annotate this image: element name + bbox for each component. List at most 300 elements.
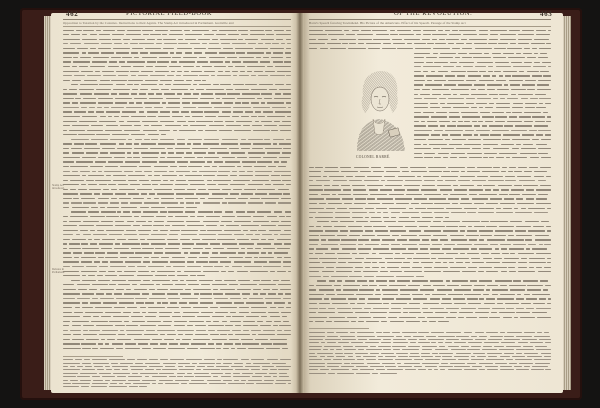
- word-mark: [100, 80, 110, 81]
- word-mark: [90, 230, 95, 231]
- word-mark: [213, 84, 219, 85]
- word-mark: [416, 276, 425, 277]
- word-mark: [486, 289, 490, 290]
- word-mark: [179, 61, 195, 62]
- word-mark: [446, 208, 462, 209]
- word-mark: [500, 332, 505, 333]
- word-mark: [467, 230, 477, 231]
- word-mark: [429, 144, 447, 145]
- word-mark: [367, 363, 381, 364]
- word-mark: [446, 339, 459, 340]
- word-mark: [127, 359, 135, 360]
- word-mark: [466, 98, 475, 99]
- word-mark: [481, 253, 488, 254]
- word-mark: [510, 84, 520, 85]
- word-mark: [309, 342, 319, 343]
- word-mark: [167, 148, 173, 149]
- word-mark: [355, 267, 363, 268]
- word-mark: [63, 57, 72, 58]
- word-mark: [390, 321, 405, 322]
- word-mark: [172, 116, 183, 117]
- word-mark: [315, 217, 333, 218]
- word-mark: [479, 194, 497, 195]
- word-mark: [528, 230, 545, 231]
- word-mark: [406, 194, 422, 195]
- word-mark: [527, 285, 543, 286]
- word-mark: [228, 66, 233, 67]
- word-mark: [387, 262, 401, 263]
- word-mark: [204, 166, 210, 167]
- word-mark: [81, 107, 87, 108]
- word-mark: [83, 316, 91, 317]
- word-mark: [187, 189, 197, 190]
- word-mark: [543, 75, 551, 76]
- word-mark: [90, 302, 101, 303]
- word-mark: [63, 359, 73, 360]
- word-mark: [485, 366, 499, 367]
- word-mark: [165, 125, 181, 126]
- word-mark: [370, 221, 382, 222]
- word-mark: [251, 330, 261, 331]
- word-mark: [261, 316, 267, 317]
- word-mark: [241, 193, 253, 194]
- word-mark: [174, 321, 187, 322]
- word-mark: [145, 80, 157, 81]
- word-mark: [177, 373, 185, 374]
- word-mark: [309, 258, 318, 259]
- word-mark: [319, 203, 326, 204]
- word-mark: [376, 369, 385, 370]
- word-mark: [170, 230, 179, 231]
- word-mark: [126, 143, 132, 144]
- word-mark: [500, 203, 515, 204]
- word-mark: [434, 130, 444, 131]
- word-mark: [341, 366, 354, 367]
- word-mark: [168, 216, 173, 217]
- word-mark: [176, 171, 190, 172]
- word-mark: [325, 253, 335, 254]
- word-mark: [513, 103, 524, 104]
- word-mark: [423, 285, 432, 286]
- word-mark: [316, 285, 332, 286]
- word-mark: [507, 48, 521, 49]
- word-mark: [249, 298, 263, 299]
- word-mark: [423, 312, 433, 313]
- word-mark: [538, 194, 548, 195]
- word-mark: [102, 148, 115, 149]
- word-mark: [275, 84, 283, 85]
- colonel-barre-portrait: [349, 67, 409, 151]
- word-mark: [194, 152, 205, 153]
- word-mark: [124, 321, 129, 322]
- word-mark: [76, 30, 82, 31]
- word-mark: [139, 111, 145, 112]
- word-mark: [376, 276, 394, 277]
- word-mark: [226, 89, 233, 90]
- word-mark: [161, 257, 169, 258]
- word-mark: [425, 84, 442, 85]
- word-mark: [385, 258, 393, 259]
- word-mark: [63, 193, 78, 194]
- word-mark: [199, 234, 216, 235]
- word-mark: [131, 248, 141, 249]
- word-mark: [309, 294, 324, 295]
- word-mark: [63, 121, 77, 122]
- word-mark: [172, 316, 180, 317]
- word-mark: [90, 66, 105, 67]
- word-mark: [383, 212, 388, 213]
- word-mark: [518, 262, 527, 263]
- word-mark: [397, 239, 407, 240]
- word-mark: [547, 303, 551, 304]
- word-mark: [343, 289, 358, 290]
- word-mark: [414, 198, 427, 199]
- word-mark: [101, 316, 111, 317]
- word-mark: [361, 30, 371, 31]
- word-mark: [194, 373, 209, 374]
- word-mark: [438, 321, 449, 322]
- word-mark: [98, 202, 108, 203]
- word-mark: [146, 330, 155, 331]
- word-mark: [328, 373, 334, 374]
- word-mark: [460, 176, 475, 177]
- word-mark: [247, 52, 264, 53]
- word-mark: [222, 216, 234, 217]
- word-mark: [93, 380, 103, 381]
- word-mark: [151, 180, 161, 181]
- word-mark: [358, 248, 371, 249]
- word-mark: [90, 216, 105, 217]
- word-mark: [183, 66, 194, 67]
- word-mark: [115, 221, 125, 222]
- word-mark: [260, 61, 270, 62]
- word-mark: [365, 217, 370, 218]
- word-mark: [548, 298, 551, 299]
- word-mark: [192, 102, 209, 103]
- word-mark: [357, 303, 365, 304]
- word-mark: [184, 376, 194, 377]
- word-mark: [198, 107, 212, 108]
- word-mark: [414, 98, 422, 99]
- word-mark: [129, 102, 134, 103]
- word-mark: [368, 203, 380, 204]
- word-mark: [256, 383, 273, 384]
- word-mark: [73, 61, 90, 62]
- word-mark: [134, 84, 138, 85]
- word-mark: [281, 312, 291, 313]
- word-mark: [119, 383, 124, 384]
- word-mark: [150, 148, 165, 149]
- word-mark: [415, 208, 426, 209]
- word-mark: [344, 30, 350, 31]
- word-mark: [90, 48, 96, 49]
- word-mark: [72, 66, 77, 67]
- word-mark: [413, 30, 422, 31]
- word-mark: [331, 248, 340, 249]
- portrait-caption: COLONEL BARRÉ.: [356, 155, 391, 159]
- word-mark: [127, 121, 140, 122]
- word-mark: [269, 230, 282, 231]
- word-mark: [119, 143, 124, 144]
- word-mark: [175, 380, 189, 381]
- word-mark: [108, 271, 115, 272]
- word-mark: [282, 348, 288, 349]
- word-mark: [375, 294, 381, 295]
- word-mark: [328, 308, 334, 309]
- word-mark: [147, 321, 161, 322]
- word-mark: [128, 193, 139, 194]
- word-mark: [202, 66, 212, 67]
- word-mark: [220, 225, 224, 226]
- word-mark: [493, 98, 498, 99]
- word-mark: [547, 208, 551, 209]
- word-mark: [412, 267, 423, 268]
- word-mark: [454, 303, 466, 304]
- word-mark: [138, 343, 148, 344]
- word-mark: [131, 134, 145, 135]
- word-mark: [452, 139, 466, 140]
- word-mark: [418, 317, 426, 318]
- word-mark: [236, 52, 245, 53]
- word-mark: [309, 39, 316, 40]
- word-mark: [434, 267, 448, 268]
- word-mark: [438, 71, 449, 72]
- word-mark: [422, 39, 430, 40]
- word-mark: [540, 71, 549, 72]
- word-mark: [159, 84, 163, 85]
- word-mark: [281, 175, 291, 176]
- word-mark: [355, 258, 364, 259]
- word-mark: [135, 252, 152, 253]
- word-mark: [128, 139, 132, 140]
- word-mark: [487, 239, 505, 240]
- word-mark: [454, 289, 471, 290]
- word-mark: [482, 125, 487, 126]
- word-mark: [202, 43, 206, 44]
- word-mark: [309, 185, 322, 186]
- word-mark: [191, 71, 202, 72]
- word-mark: [160, 359, 168, 360]
- word-mark: [257, 189, 275, 190]
- word-mark: [533, 303, 545, 304]
- word-mark: [320, 356, 326, 357]
- word-mark: [125, 161, 140, 162]
- word-mark: [170, 52, 174, 53]
- word-mark: [167, 221, 184, 222]
- word-mark: [207, 366, 215, 367]
- word-mark: [355, 198, 366, 199]
- word-mark: [309, 366, 325, 367]
- word-mark: [543, 289, 548, 290]
- word-mark: [155, 248, 163, 249]
- word-mark: [73, 334, 81, 335]
- word-mark: [325, 339, 340, 340]
- word-mark: [274, 98, 291, 99]
- word-mark: [176, 180, 186, 181]
- word-mark: [225, 121, 234, 122]
- word-mark: [63, 316, 80, 317]
- word-mark: [199, 57, 206, 58]
- word-mark: [166, 107, 181, 108]
- word-mark: [414, 130, 432, 131]
- word-mark: [150, 343, 158, 344]
- word-mark: [117, 239, 126, 240]
- word-mark: [331, 39, 337, 40]
- word-mark: [101, 339, 105, 340]
- word-mark: [140, 239, 145, 240]
- word-mark: [281, 280, 289, 281]
- word-mark: [155, 71, 169, 72]
- word-mark: [179, 302, 187, 303]
- word-mark: [120, 166, 137, 167]
- word-mark: [417, 221, 431, 222]
- word-mark: [131, 369, 143, 370]
- word-mark: [324, 359, 332, 360]
- word-mark: [495, 363, 508, 364]
- word-mark: [393, 43, 405, 44]
- word-mark: [462, 116, 480, 117]
- word-mark: [350, 332, 355, 333]
- word-mark: [71, 202, 82, 203]
- word-mark: [445, 130, 463, 131]
- word-mark: [92, 284, 107, 285]
- word-mark: [328, 239, 340, 240]
- word-mark: [545, 134, 551, 135]
- word-mark: [230, 193, 239, 194]
- word-mark: [195, 376, 210, 377]
- word-mark: [124, 130, 140, 131]
- word-mark: [512, 75, 530, 76]
- word-mark: [349, 43, 356, 44]
- word-mark: [461, 112, 478, 113]
- word-mark: [222, 202, 227, 203]
- word-mark: [142, 348, 152, 349]
- word-mark: [213, 289, 218, 290]
- word-mark: [63, 161, 74, 162]
- word-mark: [473, 289, 484, 290]
- word-mark: [234, 261, 252, 262]
- word-mark: [541, 353, 551, 354]
- word-mark: [535, 346, 547, 347]
- word-mark: [144, 139, 149, 140]
- word-mark: [261, 39, 274, 40]
- word-mark: [422, 308, 428, 309]
- word-mark: [483, 157, 487, 158]
- word-mark: [309, 346, 322, 347]
- word-mark: [319, 308, 326, 309]
- word-mark: [397, 30, 411, 31]
- word-mark: [279, 216, 284, 217]
- word-mark: [160, 184, 173, 185]
- word-mark: [499, 312, 514, 313]
- word-mark: [97, 275, 103, 276]
- word-mark: [141, 71, 153, 72]
- word-mark: [437, 180, 443, 181]
- word-mark: [284, 257, 291, 258]
- word-mark: [184, 71, 189, 72]
- word-mark: [246, 316, 259, 317]
- word-mark: [426, 75, 443, 76]
- word-mark: [82, 307, 93, 308]
- word-mark: [338, 312, 353, 313]
- word-mark: [414, 84, 423, 85]
- word-mark: [135, 171, 142, 172]
- word-mark: [548, 30, 551, 31]
- word-mark: [391, 303, 407, 304]
- word-mark: [483, 185, 495, 186]
- word-mark: [381, 321, 388, 322]
- word-mark: [428, 339, 445, 340]
- word-mark: [238, 198, 248, 199]
- word-mark: [432, 94, 441, 95]
- word-mark: [72, 125, 89, 126]
- word-mark: [413, 262, 419, 263]
- word-mark: [273, 52, 284, 53]
- word-mark: [144, 257, 149, 258]
- word-mark: [142, 293, 149, 294]
- word-mark: [354, 167, 370, 168]
- word-mark: [309, 194, 318, 195]
- word-mark: [398, 221, 415, 222]
- word-mark: [139, 43, 154, 44]
- word-mark: [359, 289, 373, 290]
- word-mark: [466, 235, 479, 236]
- word-mark: [200, 198, 206, 199]
- word-mark: [404, 271, 422, 272]
- word-mark: [490, 34, 498, 35]
- word-mark: [125, 383, 131, 384]
- word-mark: [336, 356, 345, 357]
- word-mark: [235, 102, 241, 103]
- word-mark: [326, 294, 335, 295]
- word-mark: [232, 71, 238, 72]
- word-mark: [286, 48, 291, 49]
- word-mark: [139, 93, 147, 94]
- word-mark: [358, 349, 364, 350]
- word-mark: [195, 202, 200, 203]
- word-mark: [452, 121, 457, 122]
- word-mark: [486, 271, 499, 272]
- word-mark: [367, 198, 374, 199]
- word-mark: [210, 307, 218, 308]
- word-mark: [130, 43, 137, 44]
- word-mark: [181, 383, 187, 384]
- word-mark: [99, 121, 117, 122]
- word-mark: [85, 143, 97, 144]
- word-mark: [483, 294, 489, 295]
- word-mark: [504, 198, 514, 199]
- word-mark: [258, 43, 263, 44]
- word-mark: [336, 349, 342, 350]
- word-mark: [384, 176, 396, 177]
- word-mark: [115, 243, 121, 244]
- word-mark: [486, 203, 498, 204]
- word-mark: [498, 185, 512, 186]
- right-header-rule: [309, 19, 551, 20]
- word-mark: [96, 293, 105, 294]
- word-mark: [540, 185, 551, 186]
- word-mark: [279, 376, 289, 377]
- word-mark: [89, 189, 101, 190]
- word-mark: [358, 244, 363, 245]
- word-mark: [63, 43, 68, 44]
- word-mark: [450, 267, 467, 268]
- word-mark: [232, 116, 239, 117]
- word-mark: [340, 167, 351, 168]
- word-mark: [190, 125, 207, 126]
- word-mark: [309, 226, 314, 227]
- word-mark: [202, 80, 206, 81]
